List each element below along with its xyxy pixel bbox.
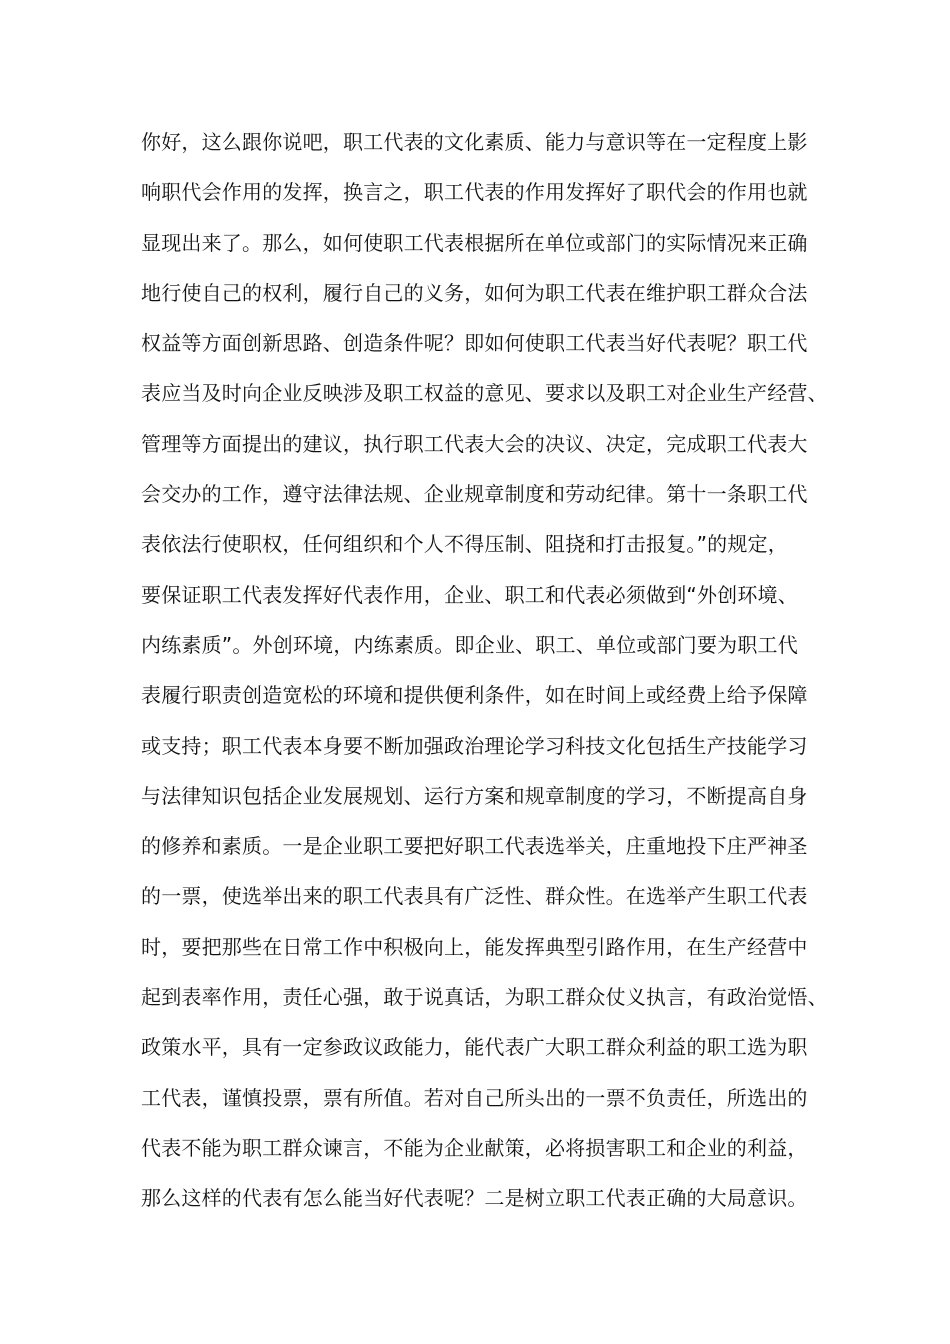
text-line: 的一票，使选举出来的职工代表具有广泛性、群众性。在选举产生职工代表 [141, 884, 808, 909]
text-line: 起到表率作用，责任心强，敢于说真话，为职工群众仗义执言，有政治觉悟、 [141, 985, 828, 1010]
text-line: 表依法行使职权，任何组织和个人不得压制、阻挠和打击报复。”的规定， [141, 532, 788, 557]
text-line: 与法律知识包括企业发展规划、运行方案和规章制度的学习，不断提高自身 [141, 783, 808, 808]
text-line: 或支持；职工代表本身要不断加强政治理论学习科技文化包括生产技能学习 [141, 733, 808, 758]
text-line: 会交办的工作，遵守法律法规、企业规章制度和劳动纪律。第十一条职工代 [141, 482, 808, 507]
text-line: 要保证职工代表发挥好代表作用，企业、职工和代表必须做到“外创环境、 [141, 582, 798, 607]
text-line: 表应当及时向企业反映涉及职工权益的意见、要求以及职工对企业生产经营、 [141, 381, 828, 406]
text-line: 时，要把那些在日常工作中积极向上，能发挥典型引路作用，在生产经营中 [141, 934, 808, 959]
text-line: 政策水平，具有一定参政议政能力，能代表广大职工群众利益的职工选为职 [141, 1035, 808, 1060]
text-line: 内练素质”。外创环境，内练素质。即企业、职工、单位或部门要为职工代 [141, 632, 798, 657]
text-line: 那么这样的代表有怎么能当好代表呢？二是树立职工代表正确的大局意识。 [141, 1186, 808, 1211]
text-line: 的修养和素质。一是企业职工要把好职工代表选举关，庄重地投下庄严神圣 [141, 834, 808, 859]
text-line: 地行使自己的权利，履行自己的义务，如何为职工代表在维护职工群众合法 [141, 280, 808, 305]
text-line: 工代表，谨慎投票，票有所值。若对自己所头出的一票不负责任，所选出的 [141, 1085, 808, 1110]
text-line: 代表不能为职工群众谏言，不能为企业献策，必将损害职工和企业的利益， [141, 1135, 808, 1160]
text-line: 你好，这么跟你说吧，职工代表的文化素质、能力与意识等在一定程度上影 [141, 130, 808, 154]
text-line: 表履行职责创造宽松的环境和提供便利条件，如在时间上或经费上给予保障 [141, 683, 808, 708]
body-paragraph [141, 120, 841, 1227]
text-line: 显现出来了。那么，如何使职工代表根据所在单位或部门的实际情况来正确 [141, 230, 808, 255]
text-line: 响职代会作用的发挥，换言之，职工代表的作用发挥好了职代会的作用也就 [141, 180, 808, 205]
text-line: 管理等方面提出的建议，执行职工代表大会的决议、决定，完成职工代表大 [141, 431, 808, 456]
text-line: 权益等方面创新思路、创造条件呢？即如何使职工代表当好代表呢？职工代 [141, 331, 808, 356]
